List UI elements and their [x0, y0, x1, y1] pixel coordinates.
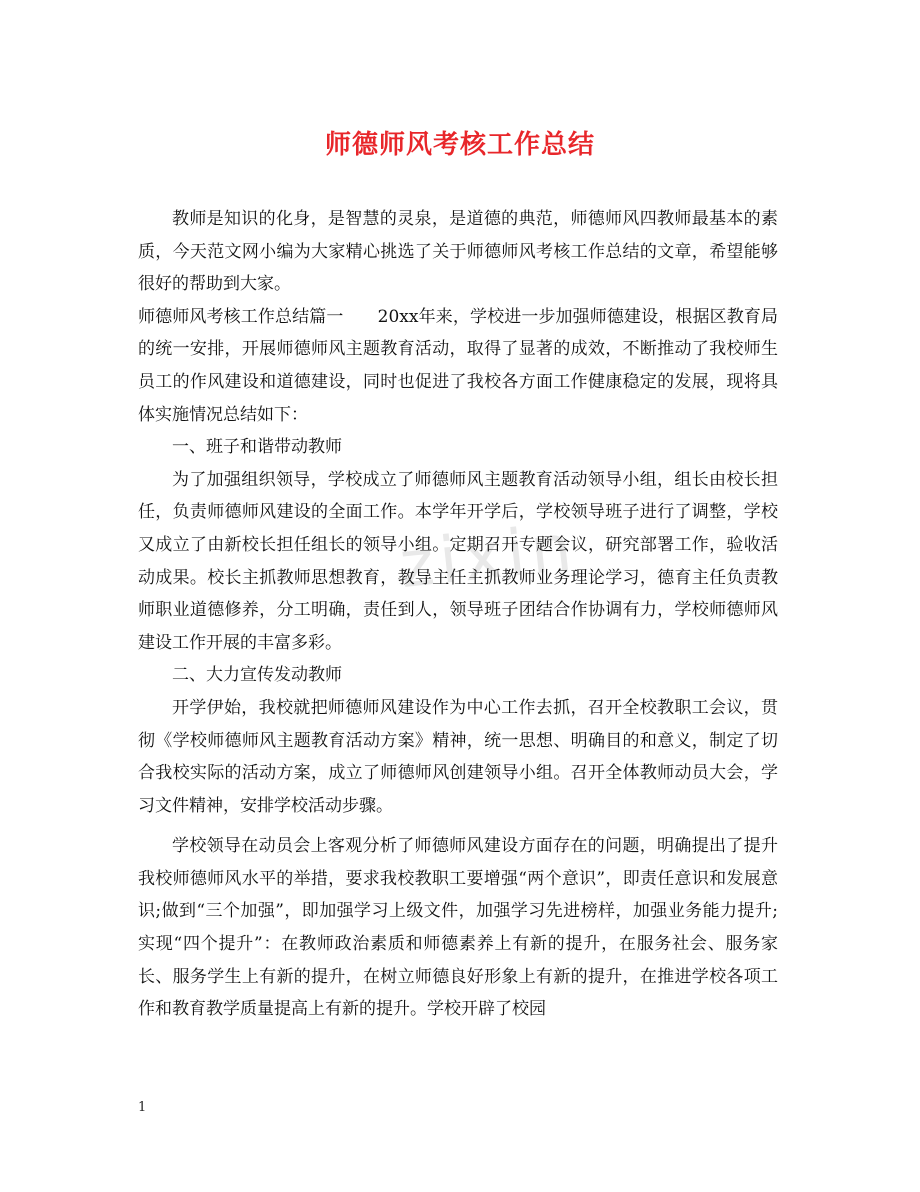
page-number: 1: [138, 1100, 147, 1115]
section-heading: 二、大力宣传发动教师: [172, 665, 342, 686]
section-heading: 一、班子和谐带动教师: [172, 437, 342, 458]
paragraph: 教师是知识的化身，是智慧的灵泉，是道德的典范，师德师风四教师最基本的素质，今天范文网小编为大家精心挑选了关于师德师风考核工作总结的文章，希望能够很好的帮助到大家。: [138, 209, 778, 295]
document-body: [138, 203, 778, 1026]
paragraph: 为了加强组织领导，学校成立了师德师风主题教育活动领导小组，组长由校长担任，负责师德师风建设的全面工作。本学年开学后，学校领导班子进行了调整，学校又成立了由新校长担任组长的领导小组。定期召开专题会议，研究部署工作，验收活动成果。校长主抓教师思想教育，教导主任主抓教师业务理论学习，德育主任负责教师职业道德修养，分工明确，责任到人，领导班子团结合作协调有力，学校师德师风建设工作开展的丰富多彩。: [138, 469, 778, 653]
watermark: zixin: [396, 510, 581, 604]
document-title: 师德师风考核工作总结: [324, 130, 595, 160]
paragraph: 学校领导在动员会上客观分析了师德师风建设方面存在的问题，明确提出了提升我校师德师风水平的举措，要求我校教职工要增强“两个意识”，即责任意识和发展意识;做到“三个加强”，即加强学习上级文件，加强学习先进榜样，加强业务能力提升;实现“四个提升”：在教师政治素质和师德素养上有新的提升，在服务社会、服务家长、服务学生上有新的提升，在树立师德良好形象上有新的提升，在推进学校各项工作和教育教学质量提高上有新的提升。学校开辟了校园: [138, 836, 778, 1020]
paragraph: 开学伊始，我校就把师德师风建设作为中心工作去抓，召开全校教职工会议，贯彻《学校师德师风主题教育活动方案》精神，统一思想、明确目的和意义，制定了切合我校实际的活动方案，成立了师德师风创建领导小组。召开全体教师动员大会，学习文件精神，安排学校活动步骤。: [138, 697, 778, 816]
paragraph: 师德师风考核工作总结篇一 20xx年来，学校进一步加强师德建设，根据区教育局的统一安排，开展师德师风主题教育活动，取得了显著的成效，不断推动了我校师生员工的作风建设和道德建设，同时也促进了我校各方面工作健康稳定的发展，现将具体实施情况总结如下：: [138, 306, 778, 425]
